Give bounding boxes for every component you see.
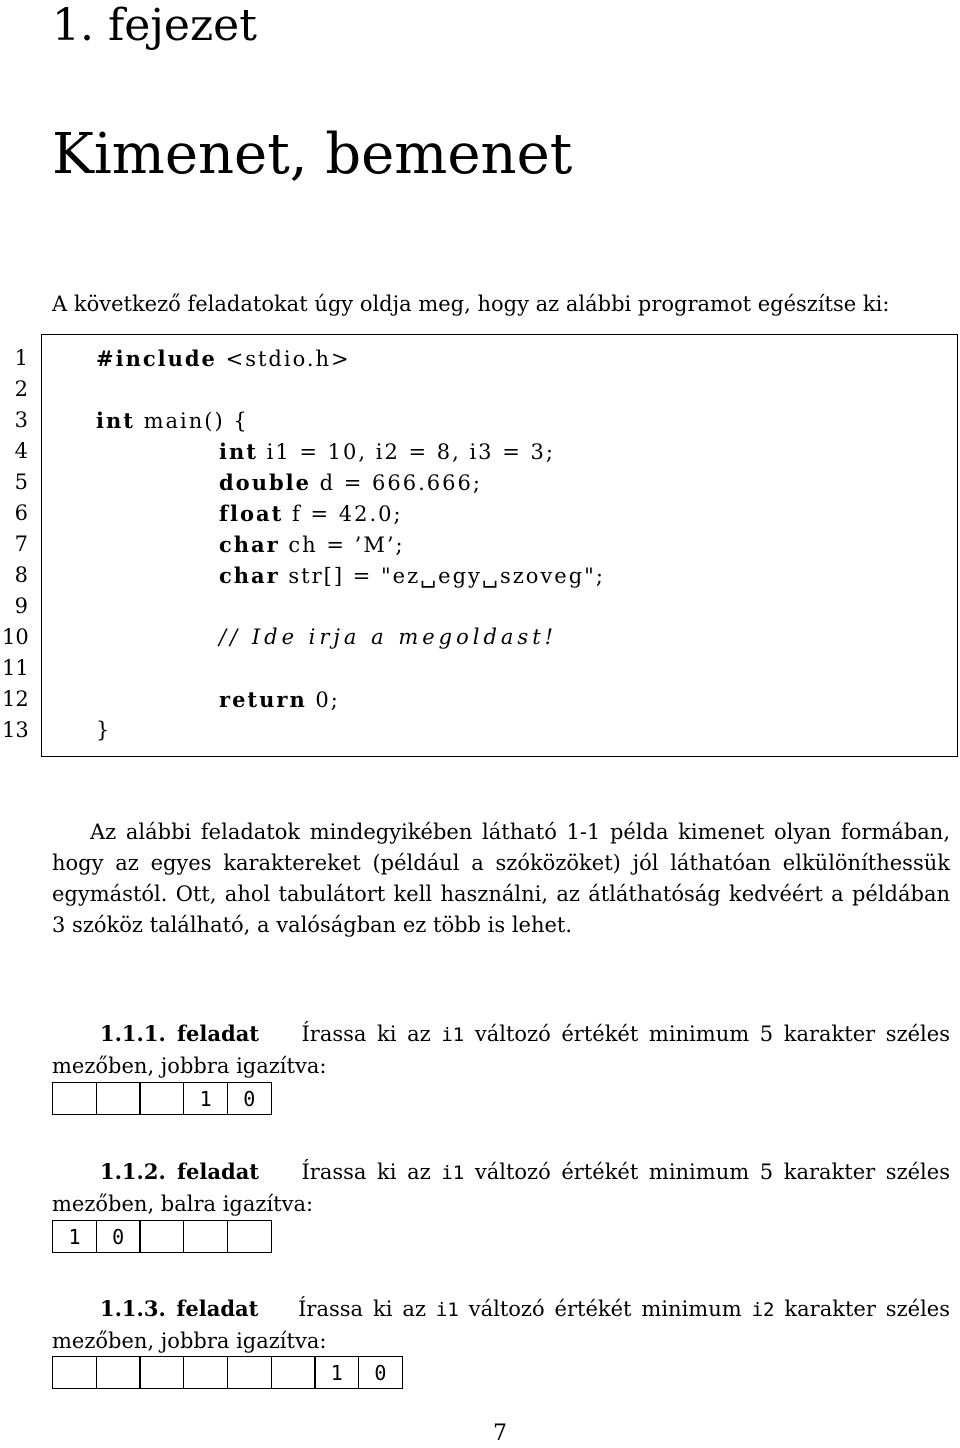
output-cell [139,1356,184,1389]
exercise-number: 1.1.1. feladat [100,1021,259,1046]
variable-code: i1 [441,1024,465,1046]
line-number: 7 [14,532,28,556]
code-line-3: int main() { [96,408,249,433]
line-number: 4 [14,439,28,463]
output-cell: 1 [52,1220,97,1253]
output-cell [139,1220,184,1253]
exercise-2: 1.1.2. feladat Írassa ki az i1 változó értékét minimum 5 karakter széles mezőben, balra igazítva: [52,1159,950,1216]
code-line-8: char str[] = "ez␣egy␣szoveg"; [219,563,605,588]
output-cell [52,1082,97,1115]
output-cell [227,1220,272,1253]
output-cell [52,1356,97,1389]
output-cell: 1 [314,1356,359,1389]
variable-code: i1 [435,1299,459,1321]
intro-text: A következő feladatokat úgy oldja meg, hogy az alábbi programot egészítse ki: [52,292,890,316]
code-line-7: char ch = ’M’; [219,532,405,557]
code-listing [2,334,958,757]
line-number: 3 [14,408,28,432]
output-cells-3 [52,1356,403,1389]
output-cell: 0 [358,1356,403,1389]
output-cell [183,1356,228,1389]
code-line-13: } [96,718,112,742]
line-number: 8 [14,563,28,587]
line-number: 6 [14,501,28,525]
code-line-10-comment: // Ide irja a megoldast! [219,625,558,649]
exercise-number: 1.1.3. feladat [100,1296,259,1321]
line-number: 1 [14,346,28,370]
output-cell [183,1220,228,1253]
exercise-3: 1.1.3. feladat Írassa ki az i1 változó értékét minimum i2 karakter széles mezőben, jobbra igazítva: [52,1296,950,1353]
explanation-paragraph: Az alábbi feladatok mindegyikében látható 1-1 példa kimenet olyan formában, hogy az egyes karaktereket (például a szóközöket) jól láthatóan elkülöníthessük egymástól. Ott, ahol tabulátort kell használni, az átláthatóság kedvéért a példában 3 szóköz található, a valóságban ez több is lehet. [52,820,950,937]
output-cell: 1 [183,1082,228,1115]
code-line-1: #include <stdio.h> [96,346,351,371]
chapter-label: 1. fejezet [52,0,257,51]
output-cells-1 [52,1082,272,1115]
output-cell [139,1082,184,1115]
variable-code: i1 [441,1162,465,1184]
code-line-6: float f = 42.0; [219,501,403,526]
code-line-5: double d = 666.666; [219,470,482,495]
line-number: 2 [14,377,28,401]
line-number: 9 [14,594,28,618]
code-line-12: return 0; [219,687,340,712]
line-number: 11 [2,656,29,680]
output-cells-2 [52,1220,272,1253]
chapter-title: Kimenet, bemenet [52,122,573,187]
page-number: 7 [493,1421,507,1446]
code-line-4: int i1 = 10, i2 = 8, i3 = 3; [219,439,555,464]
line-number: 10 [2,625,29,649]
line-number: 12 [2,687,29,711]
output-cell [227,1356,272,1389]
variable-code-2: i2 [751,1299,775,1321]
exercise-1: 1.1.1. feladat Írassa ki az i1 változó értékét minimum 5 karakter széles mezőben, jobbra igazítva: [52,1021,950,1078]
line-number: 5 [14,470,28,494]
line-number: 13 [2,718,29,742]
output-cell: 0 [96,1220,141,1253]
output-cell [96,1356,141,1389]
output-cell [271,1356,316,1389]
output-cell: 0 [227,1082,272,1115]
output-cell [96,1082,141,1115]
exercise-number: 1.1.2. feladat [100,1159,259,1184]
